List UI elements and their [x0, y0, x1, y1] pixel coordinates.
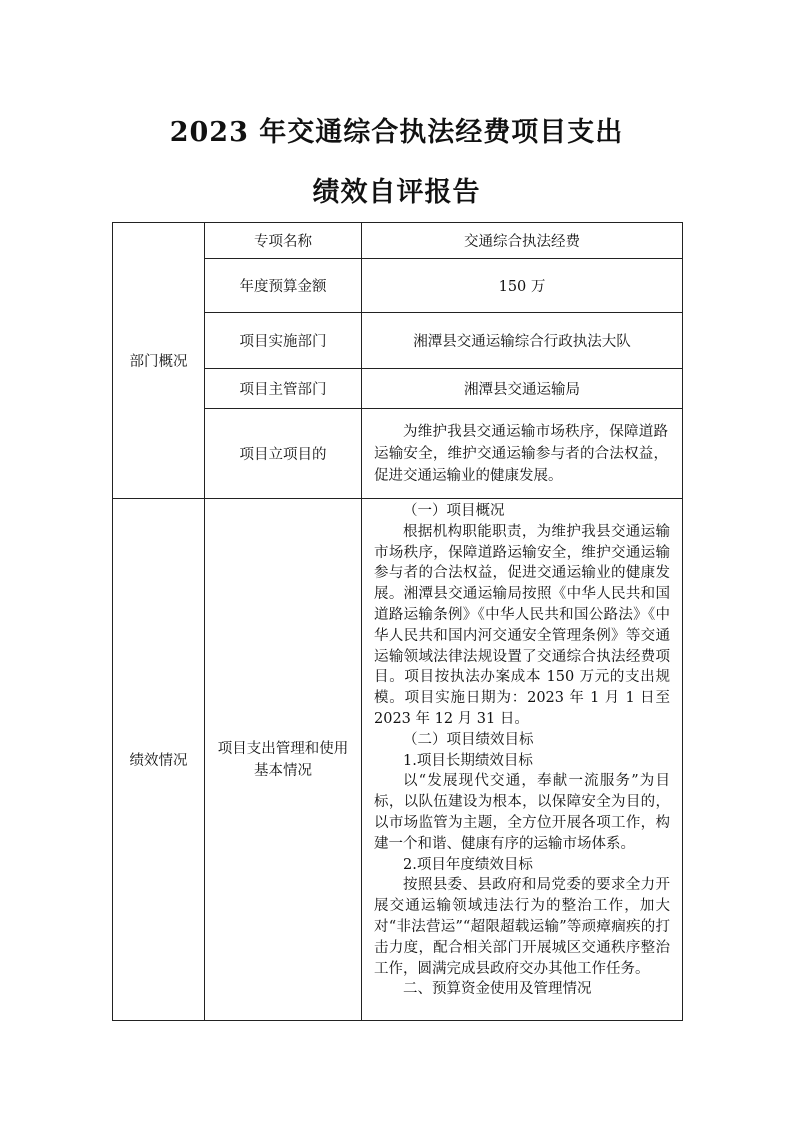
report-title-line-2: 绩效自评报告	[312, 177, 481, 208]
paragraph: 2.项目年度绩效目标	[403, 856, 533, 873]
paragraph: 二、预算资金使用及管理情况	[403, 981, 592, 998]
field-label-implementing-dept: 项目实施部门	[205, 313, 362, 369]
paragraph: （一）项目概况	[403, 503, 505, 519]
table-row	[113, 499, 683, 1021]
field-label-purpose: 项目立项目的	[205, 409, 362, 499]
paragraph: （二）项目绩效目标	[403, 731, 534, 748]
field-value-project-name: 交通综合执法经费	[362, 223, 683, 259]
paragraph: 以“发展现代交通，奉献一流服务”为目标，以队伍建设为根本，以保障安全为目的，以市场监管为主题，全方位开展各项工作，构建一个和谐、健康有序的运输市场体系。	[374, 773, 670, 852]
field-value-budget: 150 万	[362, 259, 683, 313]
section-label-department: 部门概况	[113, 223, 205, 499]
field-label-project-name: 专项名称	[205, 223, 362, 259]
field-value-purpose: 为维护我县交通运输市场秩序，保障道路运输安全，维护交通运输参与者的合法权益，促进交通运输业的健康发展。	[362, 409, 683, 499]
field-value-supervising-dept: 湘潭县交通运输局	[362, 369, 683, 409]
report-table	[112, 222, 683, 1021]
table-row	[113, 223, 683, 259]
paragraph: 根据机构职能职责，为维护我县交通运输市场秩序，保障道路运输安全，维护交通运输参与者的合法权益，促进交通运输业的健康发展。湘潭县交通运输局按照《中华人民共和国道路运输条例》《中华人民共和国公路法》《中华人民共和国内河交通安全管理条例》等交通运输领域法律法规设置了交通综合执法经费项目。项目按执法办案成本 150 万元的支出规模。项目实施日期为：2023 年 1 月 1 日至 2023 年 12 月 31 日。	[374, 523, 670, 727]
report-title-line-1: 2023 年交通综合执法经费项目支出	[169, 117, 624, 148]
field-label-budget: 年度预算金额	[205, 259, 362, 313]
paragraph: 按照县委、县政府和局党委的要求全力开展交通运输领域违法行为的整治工作，加大对“非法营运”“超限超载运输”等顽瘴痼疾的打击力度，配合相关部门开展城区交通秩序整治工作，圆满完成县政府交办其他工作任务。	[374, 877, 670, 977]
field-value-implementing-dept: 湘潭县交通运输综合行政执法大队	[362, 313, 683, 369]
performance-body	[362, 499, 683, 1021]
section-label-performance: 绩效情况	[113, 499, 205, 1021]
paragraph: 1.项目长期绩效目标	[403, 752, 533, 769]
field-label-supervising-dept: 项目主管部门	[205, 369, 362, 409]
field-label-usage: 项目支出管理和使用基本情况	[205, 499, 362, 1021]
